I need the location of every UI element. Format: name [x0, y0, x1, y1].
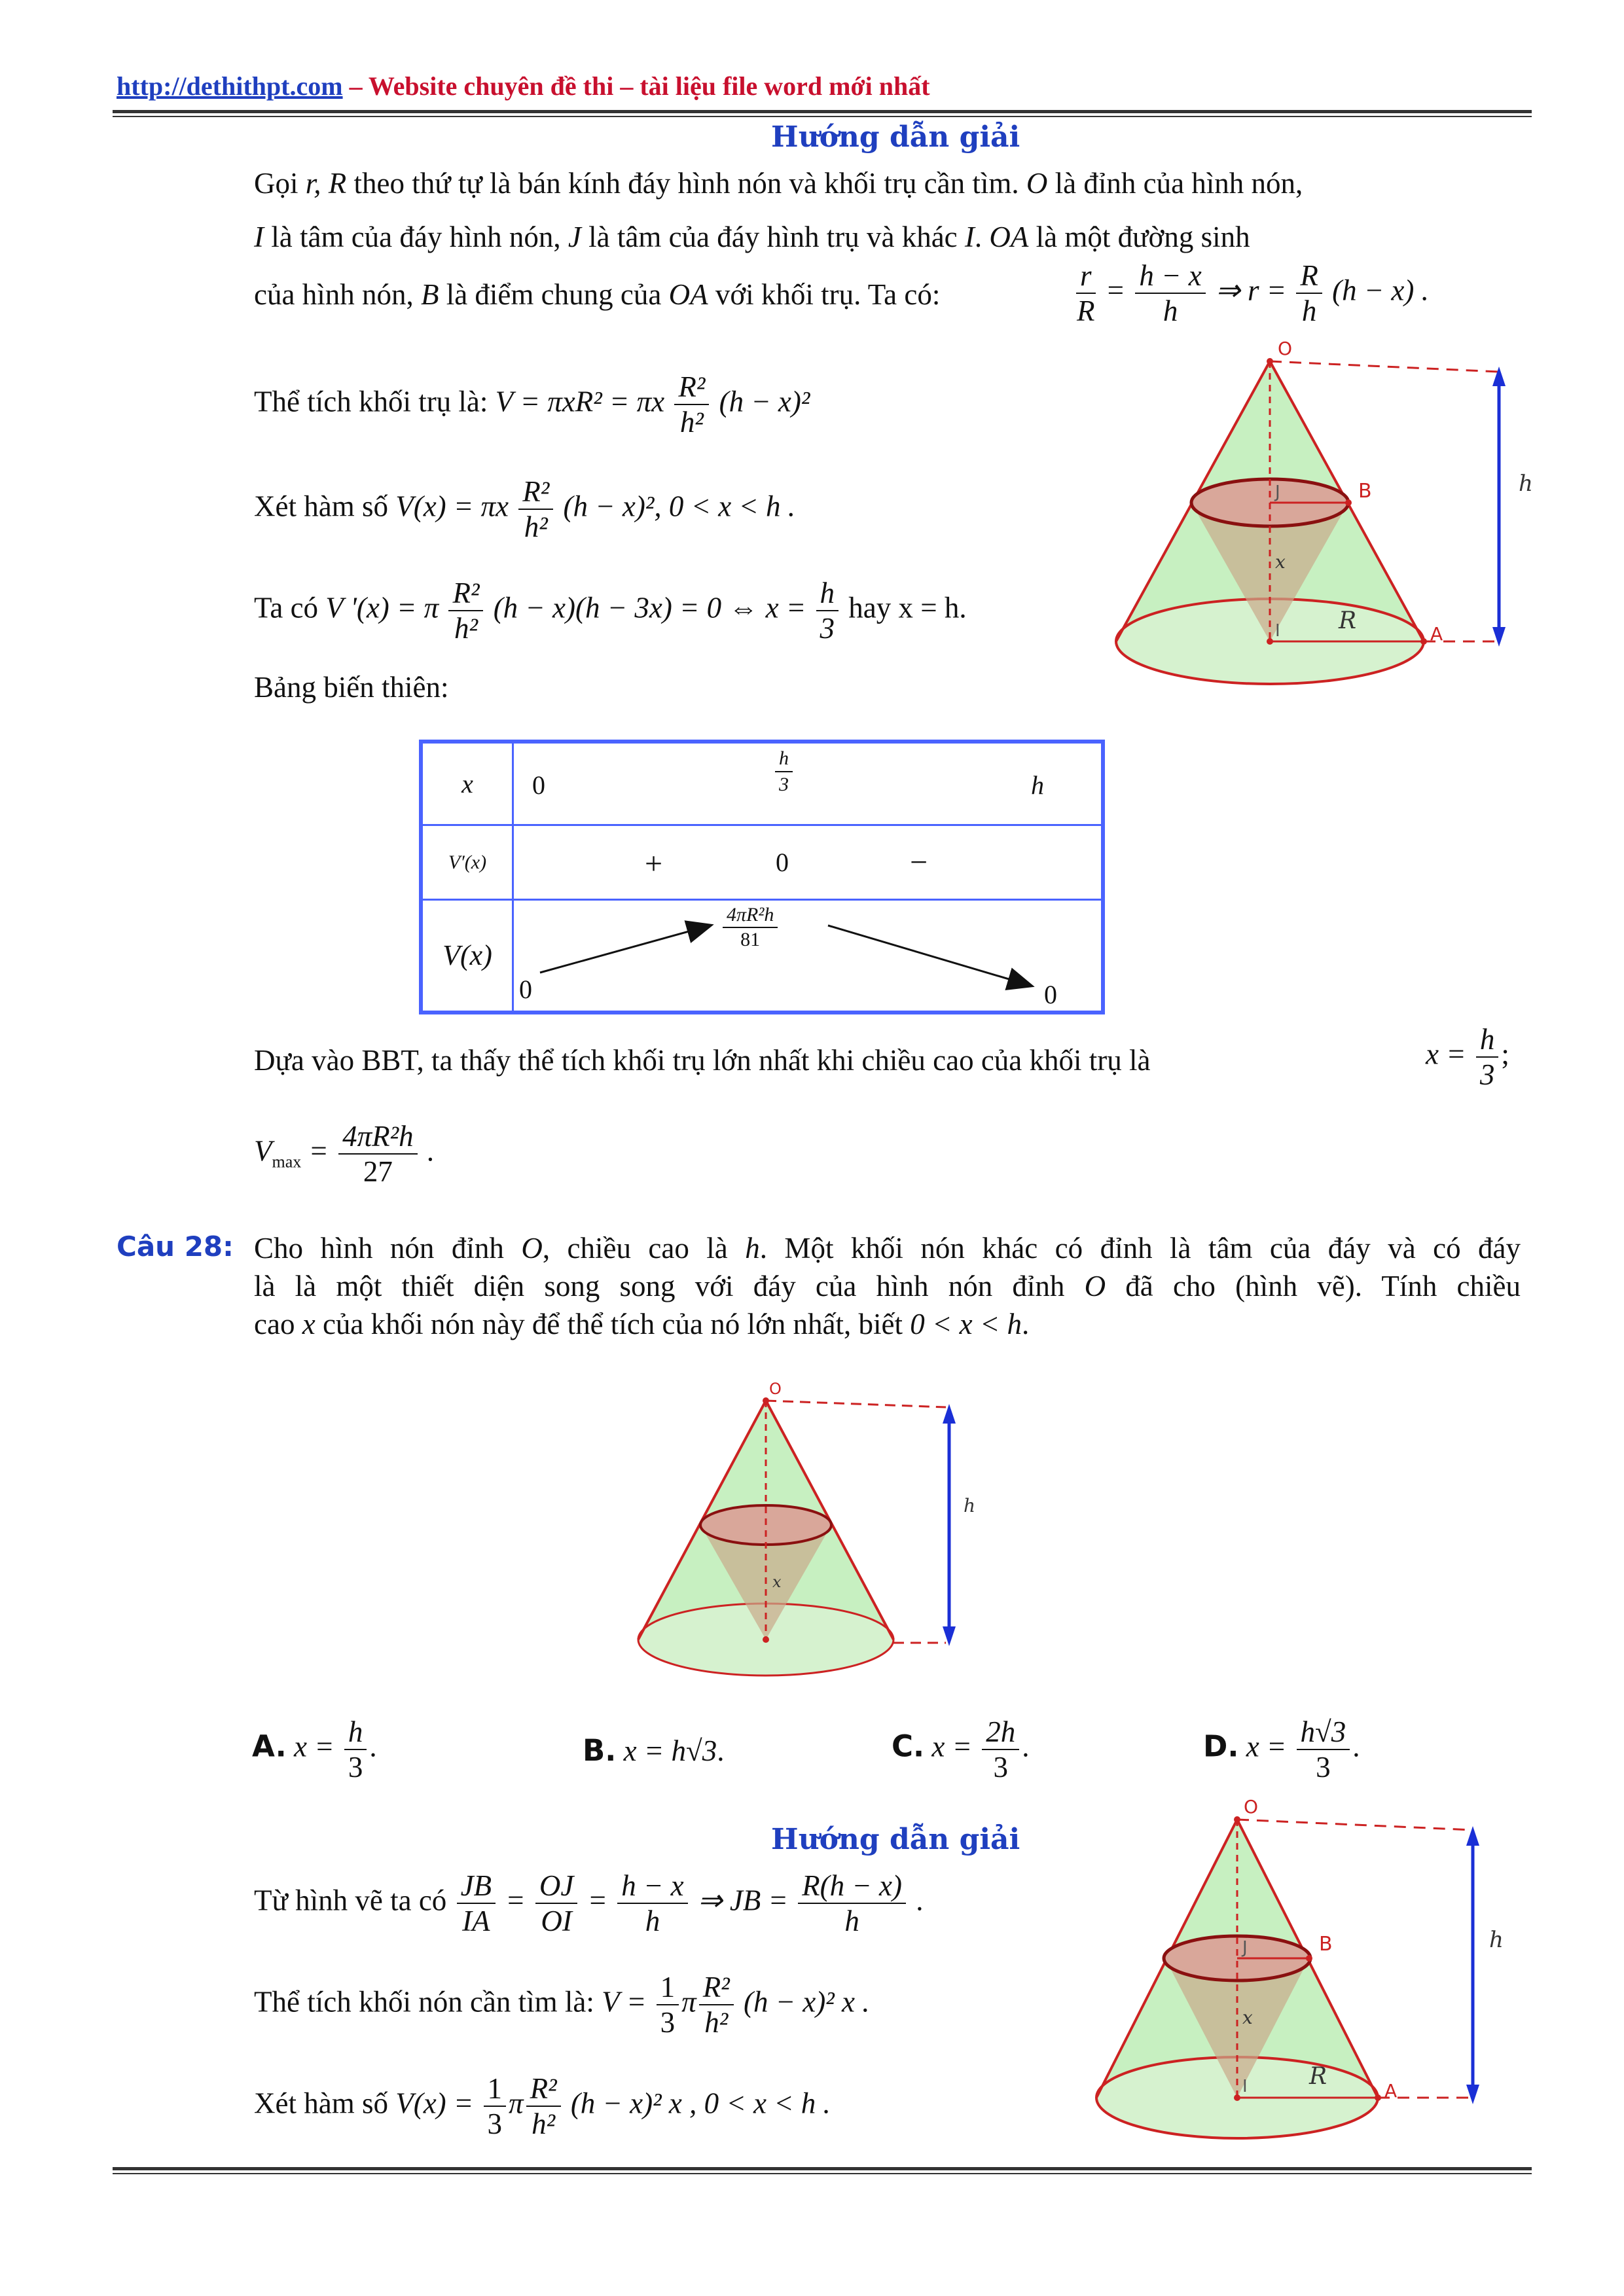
label-R: R	[1339, 607, 1357, 634]
solution1-line3: của hình nón, B là điểm chung của OA với khối trụ. Ta có:	[254, 278, 941, 311]
option-B[interactable]: B. x = h√3.	[583, 1733, 725, 1768]
conclusion-line: Dựa vào BBT, ta thấy thể tích khối trụ lớn nhất khi chiều cao của khối trụ là	[254, 1044, 1151, 1077]
svg-text:h: h	[964, 1495, 976, 1516]
label-J: J	[1275, 482, 1280, 502]
svg-text:x: x	[772, 1573, 782, 1591]
label-h: h	[1519, 471, 1533, 497]
svg-text:O: O	[1244, 1796, 1259, 1818]
variation-table	[419, 740, 1105, 1014]
solution1-line2: I là tâm của đáy hình nón, J là tâm của đáy hình trụ và khác I. OA là một đường sinh	[254, 221, 1250, 253]
label-A: A	[1430, 623, 1443, 645]
header-rule	[113, 110, 1532, 113]
option-D[interactable]: D. x = $\frac{h√3}{3}$ .	[1203, 1715, 1360, 1784]
bbt-arrows	[514, 901, 1090, 1012]
option-A[interactable]: A. x = $\frac{h}{3}$ .	[252, 1715, 377, 1784]
svg-text:A: A	[1384, 2080, 1398, 2102]
bbt-row-dv-values: + 0 −	[513, 825, 1104, 900]
volume-line: Thể tích khối trụ là: V = πxR² = πx $\frac{\text{R²}}{\text{h²}}$ (h − x)²	[254, 370, 810, 439]
label-O: O	[1278, 338, 1293, 359]
figure-cone-cylinder-2	[1087, 1793, 1545, 2147]
label-I: I	[1275, 621, 1280, 641]
option-C[interactable]: C. x = $\frac{2h}{3}$ .	[892, 1715, 1030, 1784]
footer-rule	[113, 2167, 1532, 2170]
bbt-row-v-header: V(x)	[421, 899, 513, 1013]
conclusion-x: x = $\frac{h}{3}$ ;	[1426, 1023, 1509, 1091]
header-rule-thin	[113, 116, 1532, 117]
svg-text:B: B	[1319, 1933, 1333, 1956]
solution-title-2: Hướng dẫn giải	[771, 1823, 1020, 1856]
svg-text:R: R	[1309, 2063, 1327, 2090]
svg-text:J: J	[1242, 1938, 1248, 1958]
solution2-line2: Thể tích khối nón cần tìm là: V = $\frac{1}{3}$ π $\frac{\text{R²}}{\text{h²}}$ (h − x)² x .	[254, 1971, 870, 2039]
solution1-paragraph	[254, 164, 1521, 257]
derivative-line: Ta có V '(x) = π $\frac{\text{R²}}{\text{h²}}$ (h − x)(h − 3x) = 0 ⇔ x = $\frac{h}{3}$ hay x = h.	[254, 577, 967, 645]
bbt-row-x-header: x	[421, 742, 513, 825]
solution2-line3: Xét hàm số V(x) = $\frac{1}{3}$ π $\frac{\text{R²}}{\text{h²}}$ (h − x)² x , 0 < x < h .	[254, 2072, 831, 2140]
header-link[interactable]: http://dethithpt.com	[117, 71, 343, 101]
label-x: x	[1275, 551, 1286, 573]
bbt-row-v-values: 0 $\frac{\text{4πR²h}}{81}$ 0	[513, 899, 1104, 1013]
figure-cone-cylinder-1	[1106, 334, 1551, 687]
question-label: Câu 28:	[117, 1230, 234, 1263]
svg-text:O: O	[769, 1381, 782, 1398]
footer-rule-thin	[113, 2173, 1532, 2174]
header-tagline: – Website chuyên đề thi – tài liệu file word mới nhất	[342, 71, 930, 101]
ratio-equation: $\frac{r}{R}$ = $\frac{h - x}{h}$ ⇒ r = $\frac{R}{h}$ (h − x) .	[1077, 259, 1429, 327]
figure-cone-question	[628, 1381, 995, 1682]
solution1-line1: Gọi r, R theo thứ tự là bán kính đáy hình nón và khối trụ cần tìm. O là đỉnh của hình nón,	[254, 167, 1303, 200]
bbt-row-dv-header: V′(x)	[421, 825, 513, 900]
bbt-arrow-down	[828, 925, 1031, 986]
svg-text:x: x	[1242, 2007, 1253, 2028]
svg-text:I: I	[1242, 2077, 1248, 2096]
bbt-row-x-values: 0 $\frac{h}{3}$ h	[513, 742, 1104, 825]
bbt-label: Bảng biến thiên:	[254, 671, 449, 704]
label-B: B	[1358, 480, 1372, 503]
solution-title-1: Hướng dẫn giải	[771, 120, 1020, 154]
question28-text: Cho hình nón đỉnh O, chiều cao là h. Một khối nón khác có đỉnh là tâm của đáy và có đáy là là một thiết diện song song với đáy của hình nón đỉnh O đã cho (hình vẽ). Tính chiều cao x của khối nón này để thể tích của nó lớn nhất, biết 0 < x < h.	[254, 1232, 1521, 1340]
solution2-line1: Từ hình vẽ ta có $\frac{JB}{IA}$ = $\frac{OJ}{OI}$ = $\frac{h - x}{h}$ ⇒ JB = $\frac{R(h - x)}{h}$ .	[254, 1869, 924, 1937]
page-header	[117, 71, 930, 101]
vmax-line: $V_{max}$ = $\frac{\text{4πR²h}}{27}$ .	[254, 1120, 435, 1188]
bbt-arrow-up	[540, 925, 710, 973]
svg-text:h: h	[1489, 1927, 1504, 1953]
function-line: Xét hàm số V(x) = πx $\frac{\text{R²}}{\text{h²}}$ (h − x)², 0 < x < h .	[254, 475, 796, 543]
